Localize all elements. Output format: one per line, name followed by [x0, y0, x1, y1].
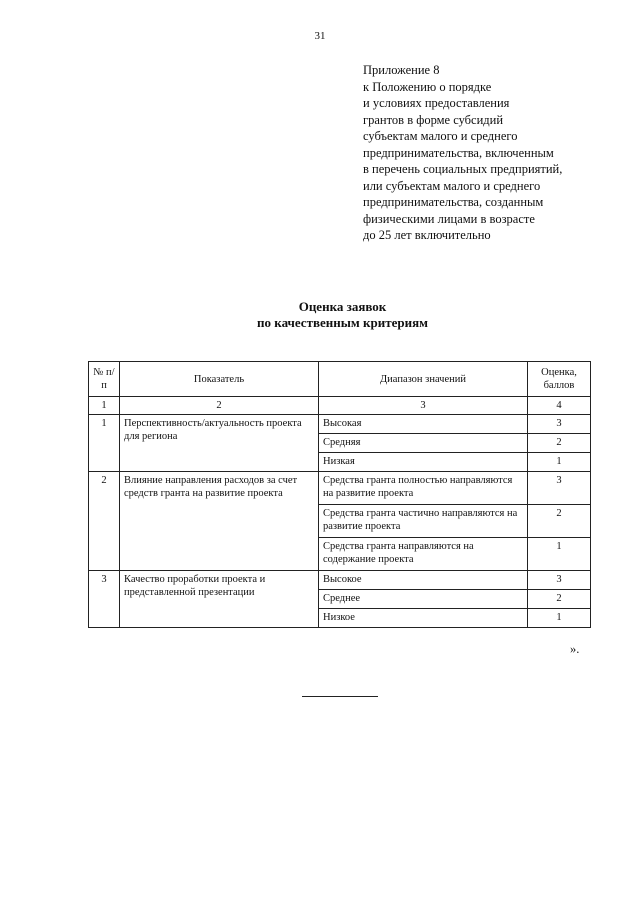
- range-cell: Высокая: [319, 415, 528, 434]
- header-score: Оценка, баллов: [528, 362, 591, 397]
- table-header-row: [89, 362, 591, 397]
- appendix-line: к Положению о порядке: [363, 79, 492, 94]
- row-number-cell: 3: [89, 571, 120, 628]
- range-cell: Низкое: [319, 609, 528, 628]
- header-number: № п/п: [89, 362, 120, 397]
- indicator-cell: Качество проработки проекта и представленной презентации: [120, 571, 319, 628]
- appendix-line: предпринимательства, созданным: [363, 195, 544, 209]
- header-range: Диапазон значений: [319, 362, 528, 397]
- page-number: 31: [314, 30, 326, 42]
- separator-line: [302, 696, 378, 697]
- appendix-line: в перечень социальных предприятий,: [363, 162, 563, 176]
- score-cell: 1: [528, 538, 591, 571]
- appendix-line: субъектам малого и среднего: [363, 129, 518, 143]
- appendix-line: Приложение 8: [363, 63, 440, 77]
- appendix-line: или субъектам малого и среднего: [363, 178, 541, 193]
- appendix-line: предпринимательства, включенным: [363, 145, 554, 160]
- criteria-table: [88, 361, 591, 628]
- range-cell: Средняя: [319, 434, 528, 453]
- table-row: [89, 571, 591, 590]
- score-cell: 2: [528, 505, 591, 538]
- title-line: Оценка заявок: [298, 299, 387, 314]
- range-cell: Высокое: [319, 571, 528, 590]
- appendix-line: и условиях предоставления: [363, 96, 510, 110]
- column-index-row: [89, 397, 591, 415]
- table-row: [89, 472, 591, 505]
- score-cell: 3: [528, 415, 591, 434]
- header-indicator: Показатель: [120, 362, 319, 397]
- range-cell: Средства гранта направляются на содержание проекта: [319, 538, 528, 571]
- column-index-cell: 2: [120, 397, 319, 415]
- range-cell: Средства гранта частично направляются на развитие проекта: [319, 505, 528, 538]
- range-cell: Среднее: [319, 590, 528, 609]
- appendix-line: физическими лицами в возрасте: [363, 211, 535, 226]
- column-index-cell: 1: [89, 397, 120, 415]
- column-index-cell: 3: [319, 397, 528, 415]
- appendix-note: [363, 62, 633, 244]
- indicator-cell: Влияние направления расходов за счет средств гранта на развитие проекта: [120, 472, 319, 571]
- row-number-cell: 1: [89, 415, 120, 472]
- title-line: по качественным критериям: [257, 315, 428, 330]
- appendix-line: до 25 лет включительно: [363, 228, 491, 242]
- range-cell: Средства гранта полностью направляются на развитие проекта: [319, 472, 528, 505]
- table-row: [89, 415, 591, 434]
- score-cell: 2: [528, 590, 591, 609]
- appendix-line: грантов в форме субсидий: [363, 112, 504, 127]
- row-number-cell: 2: [89, 472, 120, 571]
- score-cell: 2: [528, 434, 591, 453]
- indicator-cell: Перспективность/актуальность проекта для региона: [120, 415, 319, 472]
- score-cell: 3: [528, 472, 591, 505]
- score-cell: 1: [528, 609, 591, 628]
- range-cell: Низкая: [319, 453, 528, 472]
- score-cell: 3: [528, 571, 591, 590]
- column-index-cell: 4: [528, 397, 591, 415]
- score-cell: 1: [528, 453, 591, 472]
- closing-quote: ».: [570, 642, 580, 656]
- document-title: [0, 299, 640, 331]
